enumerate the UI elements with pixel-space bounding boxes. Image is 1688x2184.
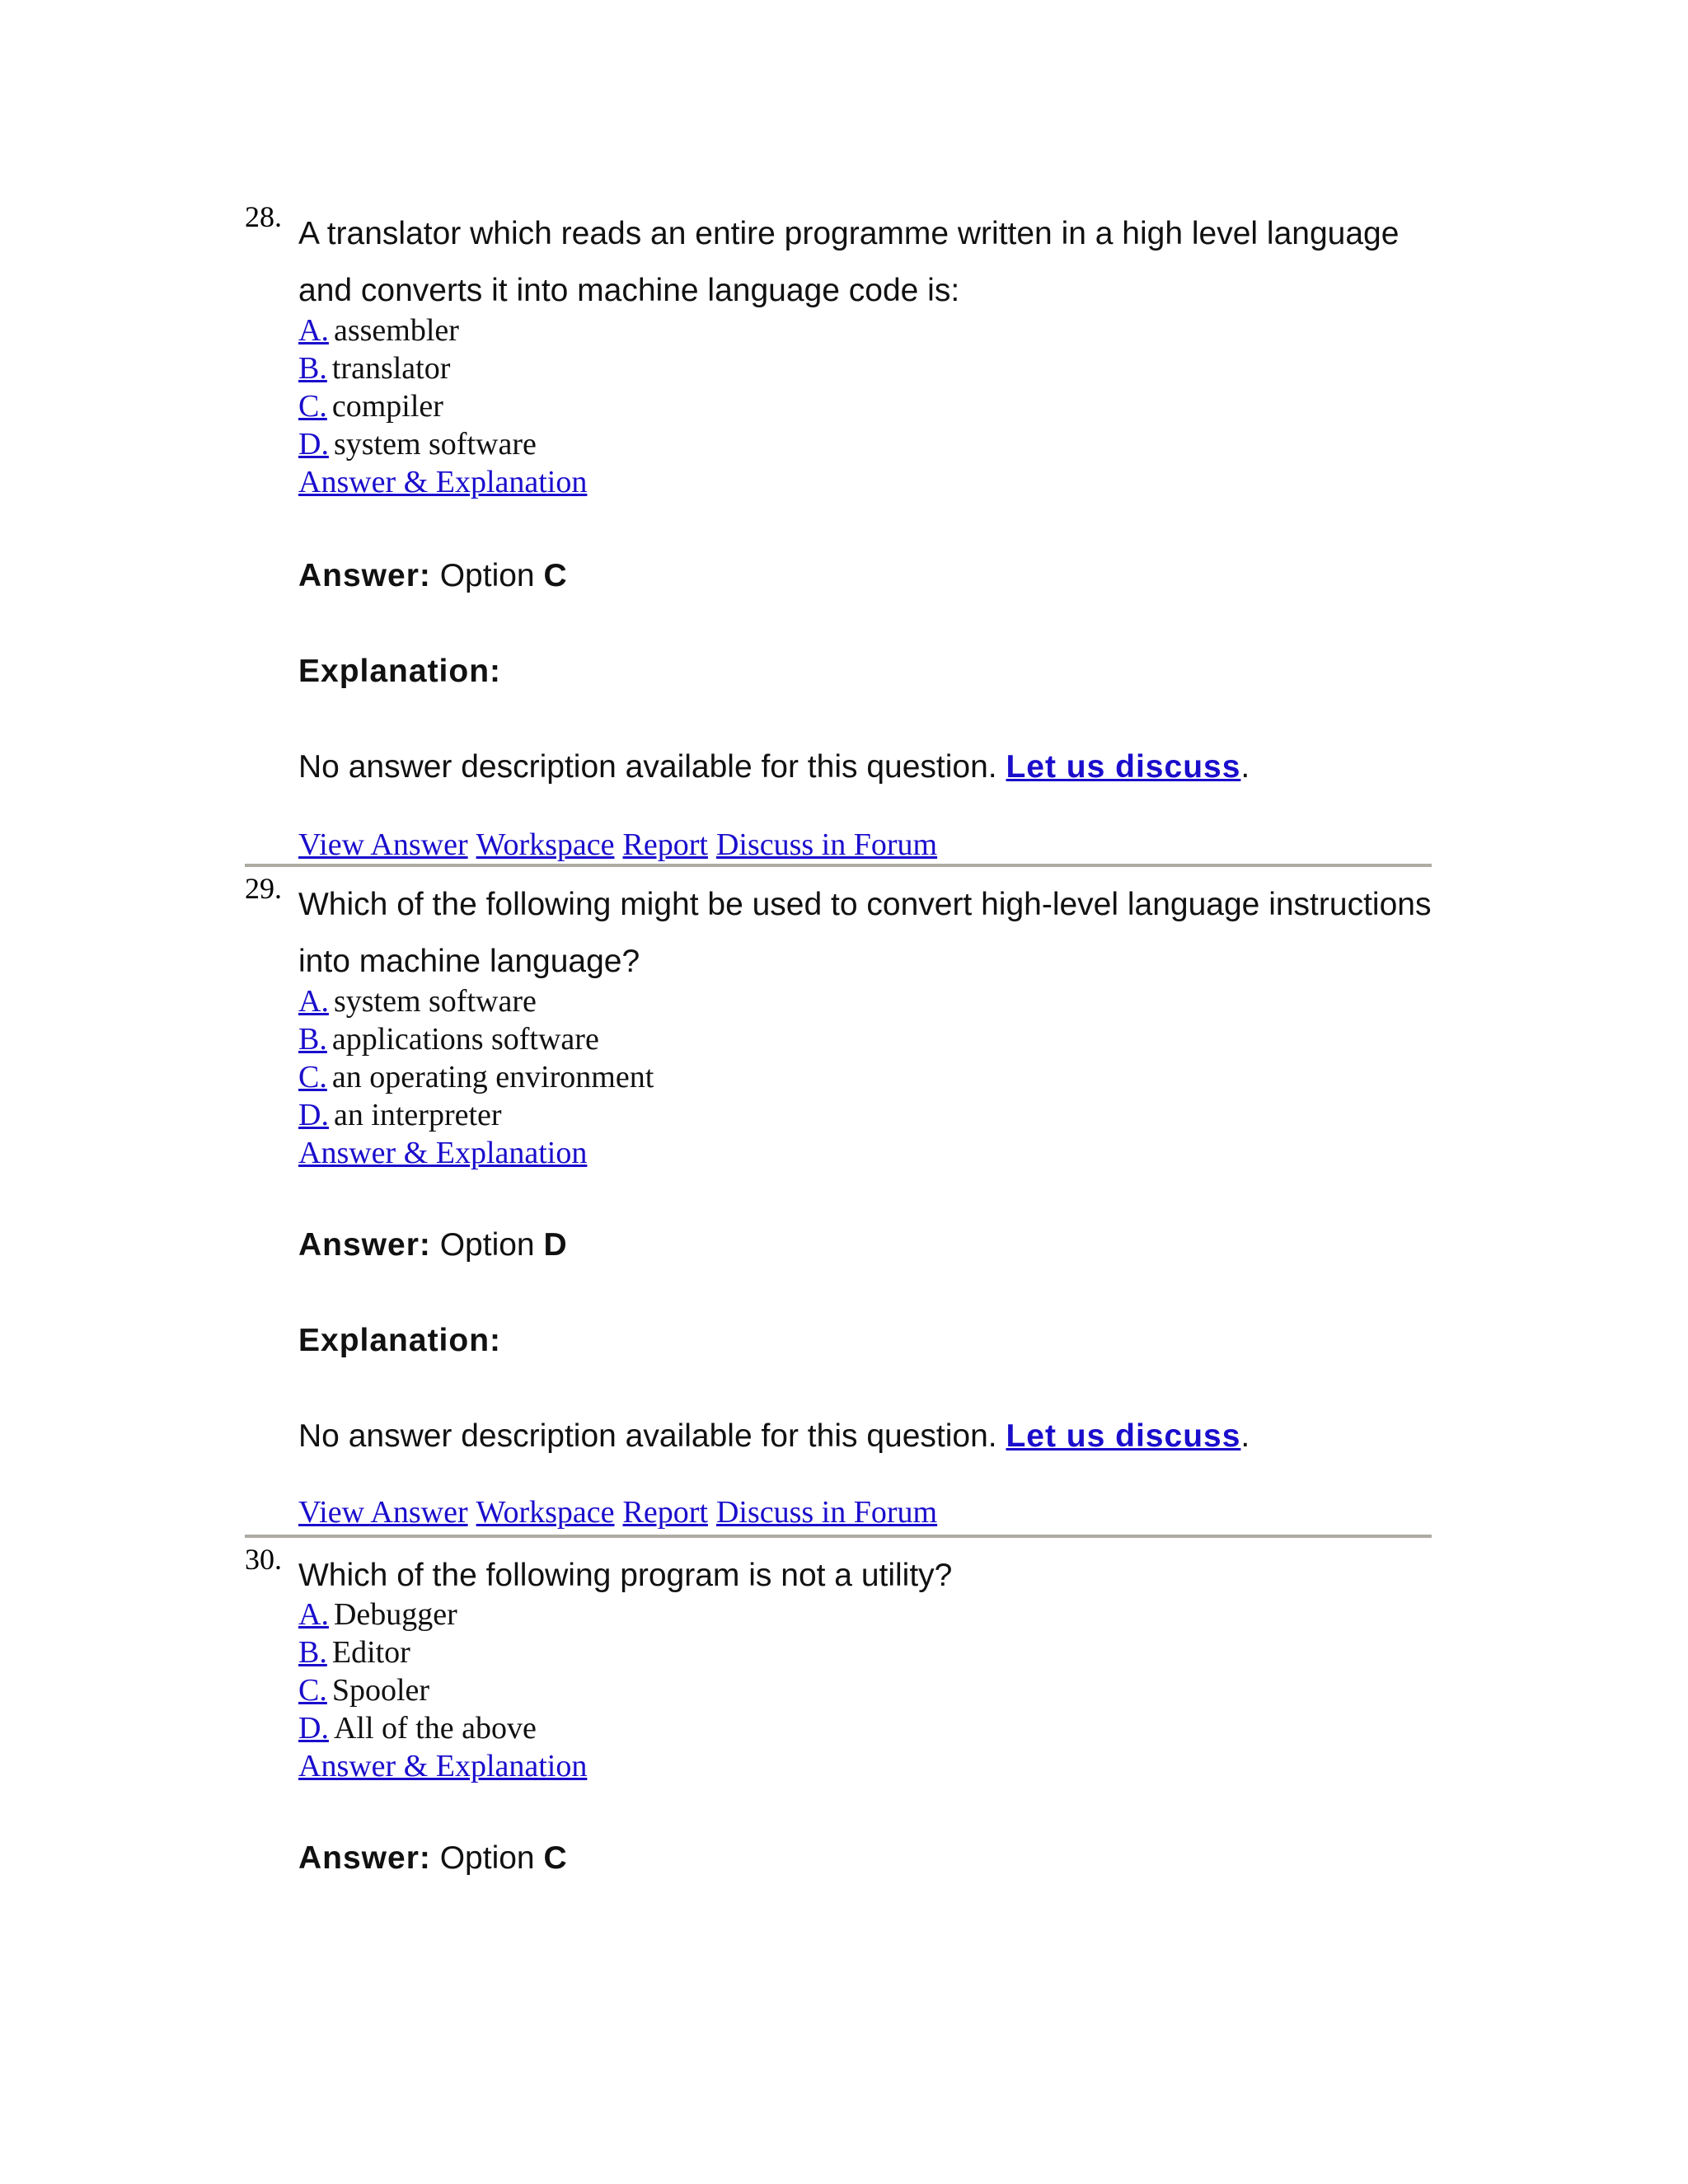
footer-links [298,827,945,863]
question-number: 30. [245,1543,282,1576]
answer-option-word: Option [439,558,535,593]
option-letter[interactable]: D. [298,427,329,462]
option-letter[interactable]: A. [298,313,329,348]
answer-line [298,558,567,594]
discuss-in-forum-link[interactable]: Discuss in Forum [715,1495,938,1530]
answer-explanation-link[interactable]: Answer & Explanation [298,1749,588,1783]
answer-option: D [543,1227,567,1263]
answer-line [298,1227,567,1263]
answer-option-word: Option [439,1227,535,1263]
option-text: All of the above [333,1711,537,1746]
options-list [298,982,1436,1172]
option-text: applications software [331,1022,599,1057]
option-letter[interactable]: C. [298,1673,327,1708]
let-us-discuss-link[interactable]: Let us discuss [1006,1418,1241,1454]
report-link[interactable]: Report [622,1495,708,1530]
answer-explanation-link[interactable]: Answer & Explanation [298,1136,588,1170]
option-text: an interpreter [333,1098,502,1132]
explanation-text [298,1418,1250,1455]
answer-explanation-link[interactable]: Answer & Explanation [298,465,588,499]
option-d[interactable] [298,1709,1436,1747]
question-text: Which of the following might be used to convert high-level language instructions into machine language? [298,887,1432,979]
answer-label: Answer: [298,558,431,593]
option-letter[interactable]: C. [298,1060,327,1094]
footer-links [298,1494,945,1530]
option-b[interactable] [298,349,1436,387]
option-text: system software [333,984,537,1019]
question-text: A translator which reads an entire programme written in a high level language and converts it into machine language code is: [298,216,1400,308]
explanation-title: Explanation: [298,1323,502,1358]
question-number: 28. [245,200,282,233]
options-list [298,312,1436,501]
option-letter[interactable]: D. [298,1711,329,1746]
option-letter[interactable]: B. [298,1022,327,1057]
option-b[interactable] [298,1020,1436,1058]
option-text: translator [331,351,451,386]
explanation-period: . [1240,749,1250,785]
option-letter[interactable]: C. [298,389,327,424]
explanation-text [298,749,1250,785]
discuss-in-forum-link[interactable]: Discuss in Forum [715,827,938,862]
option-letter[interactable]: D. [298,1098,329,1132]
question-number: 29. [245,872,282,905]
option-letter[interactable]: B. [298,1635,327,1670]
option-text: assembler [333,313,459,348]
answer-option: C [543,1840,567,1876]
view-answer-link[interactable]: View Answer [298,827,468,862]
view-answer-link[interactable]: View Answer [298,1495,468,1530]
option-text: system software [333,427,537,462]
explanation-body: No answer description available for this question. [298,749,997,785]
answer-label: Answer: [298,1227,431,1263]
answer-option: C [543,558,567,593]
answer-line [298,1840,567,1877]
workspace-link[interactable]: Workspace [476,827,615,862]
let-us-discuss-link[interactable]: Let us discuss [1006,749,1241,785]
report-link[interactable]: Report [622,827,708,862]
option-a[interactable] [298,312,1436,349]
option-b[interactable] [298,1633,1436,1671]
option-letter[interactable]: A. [298,984,329,1019]
option-text: compiler [331,389,443,424]
option-text: Editor [331,1635,410,1670]
option-d[interactable] [298,1096,1436,1134]
option-c[interactable] [298,1058,1436,1096]
option-letter[interactable]: B. [298,351,327,386]
workspace-link[interactable]: Workspace [476,1495,615,1530]
divider [245,1535,1432,1538]
question-text: Which of the following program is not a utility? [298,1558,953,1593]
option-a[interactable] [298,1596,1436,1633]
answer-label: Answer: [298,1840,431,1876]
options-list [298,1596,1436,1785]
option-text: an operating environment [331,1060,654,1094]
option-letter[interactable]: A. [298,1597,329,1632]
option-d[interactable] [298,425,1436,463]
explanation-period: . [1240,1418,1250,1454]
option-c[interactable] [298,387,1436,425]
option-text: Debugger [333,1597,457,1632]
option-c[interactable] [298,1671,1436,1709]
answer-option-word: Option [439,1840,535,1876]
divider [245,864,1432,867]
explanation-body: No answer description available for this question. [298,1418,997,1454]
option-a[interactable] [298,982,1436,1020]
explanation-title: Explanation: [298,654,502,689]
option-text: Spooler [331,1673,430,1708]
